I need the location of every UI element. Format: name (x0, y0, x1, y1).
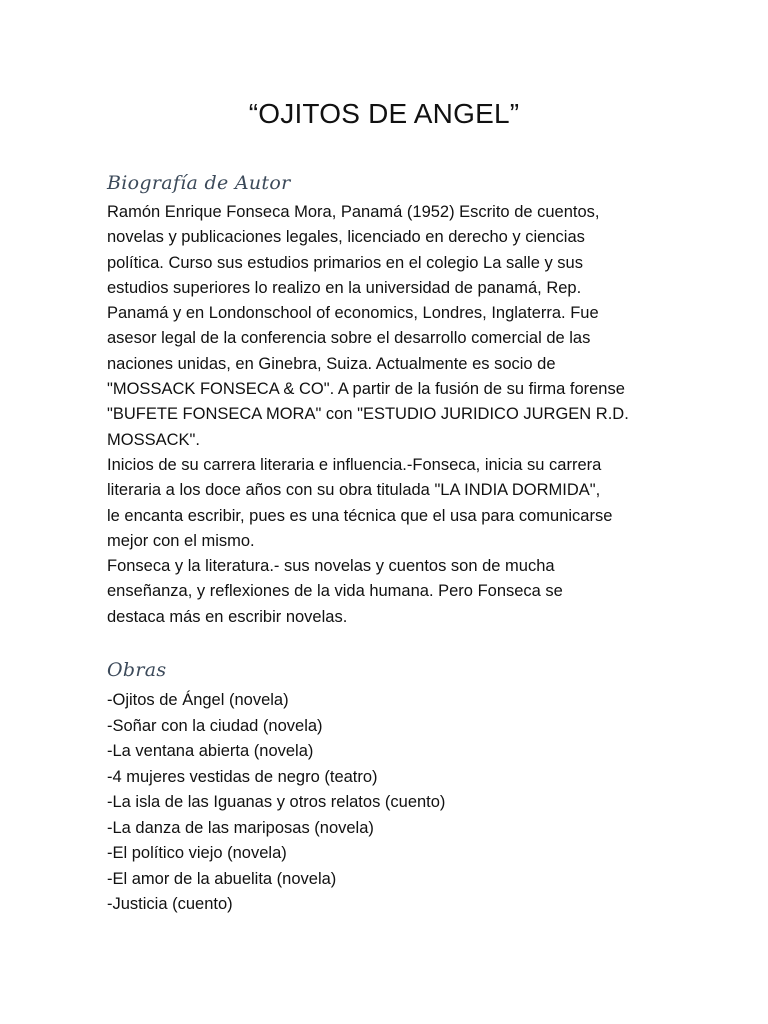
biography-text (107, 200, 667, 630)
biography-line: Inicios de su carrera literaria e influencia.-Fonseca, inicia su carrera (107, 455, 602, 474)
work-item: -Ojitos de Ángel (novela) (107, 691, 289, 709)
work-item: -La ventana abierta (novela) (107, 742, 314, 760)
work-item: -Soñar con la ciudad (novela) (107, 716, 323, 735)
works-heading: Obras (107, 659, 167, 681)
biography-line: novelas y publicaciones legales, licenciado en derecho y ciencias (107, 228, 585, 247)
biography-line: literaria a los doce años con su obra titulada "LA INDIA DORMIDA", (107, 481, 601, 500)
biography-line: política. Curso sus estudios primarios en el colegio La salle y sus (107, 253, 583, 272)
work-item: -La danza de las mariposas (novela) (107, 818, 374, 837)
work-item: -La isla de las Iguanas y otros relatos (cuento) (107, 793, 446, 811)
work-item: -Justicia (cuento) (107, 895, 233, 913)
biography-line: destaca más en escribir novelas. (107, 607, 348, 626)
biography-line: estudios superiores lo realizo en la universidad de panamá, Rep. (107, 278, 582, 297)
works-list (107, 688, 667, 918)
biography-line: Fonseca y la literatura.- sus novelas y cuentos son de mucha (107, 557, 555, 576)
biography-line: MOSSACK". (107, 430, 200, 449)
work-item: -El amor de la abuelita (novela) (107, 869, 337, 888)
biography-line: "MOSSACK FONSECA & CO". A partir de la fusión de su firma forense (107, 380, 625, 399)
biography-heading: Biografía de Autor (107, 172, 291, 194)
biography-line: naciones unidas, en Ginebra, Suiza. Actualmente es socio de (107, 354, 556, 373)
biography-line: mejor con el mismo. (107, 531, 255, 550)
biography-line: asesor legal de la conferencia sobre el desarrollo comercial de las (107, 329, 591, 348)
biography-line: Panamá y en Londonschool of economics, Londres, Inglaterra. Fue (107, 304, 599, 323)
document-title: “OJITOS DE ANGEL” (248, 98, 520, 129)
work-item: -4 mujeres vestidas de negro (teatro) (107, 767, 378, 786)
biography-line: "BUFETE FONSECA MORA" con "ESTUDIO JURIDICO JURGEN R.D. (107, 405, 629, 424)
biography-line: enseñanza, y reflexiones de la vida humana. Pero Fonseca se (107, 582, 563, 601)
work-item: -El político viejo (novela) (107, 844, 287, 862)
biography-line: Ramón Enrique Fonseca Mora, Panamá (1952) Escrito de cuentos, (107, 203, 600, 221)
biography-line: le encanta escribir, pues es una técnica que el usa para comunicarse (107, 506, 613, 525)
